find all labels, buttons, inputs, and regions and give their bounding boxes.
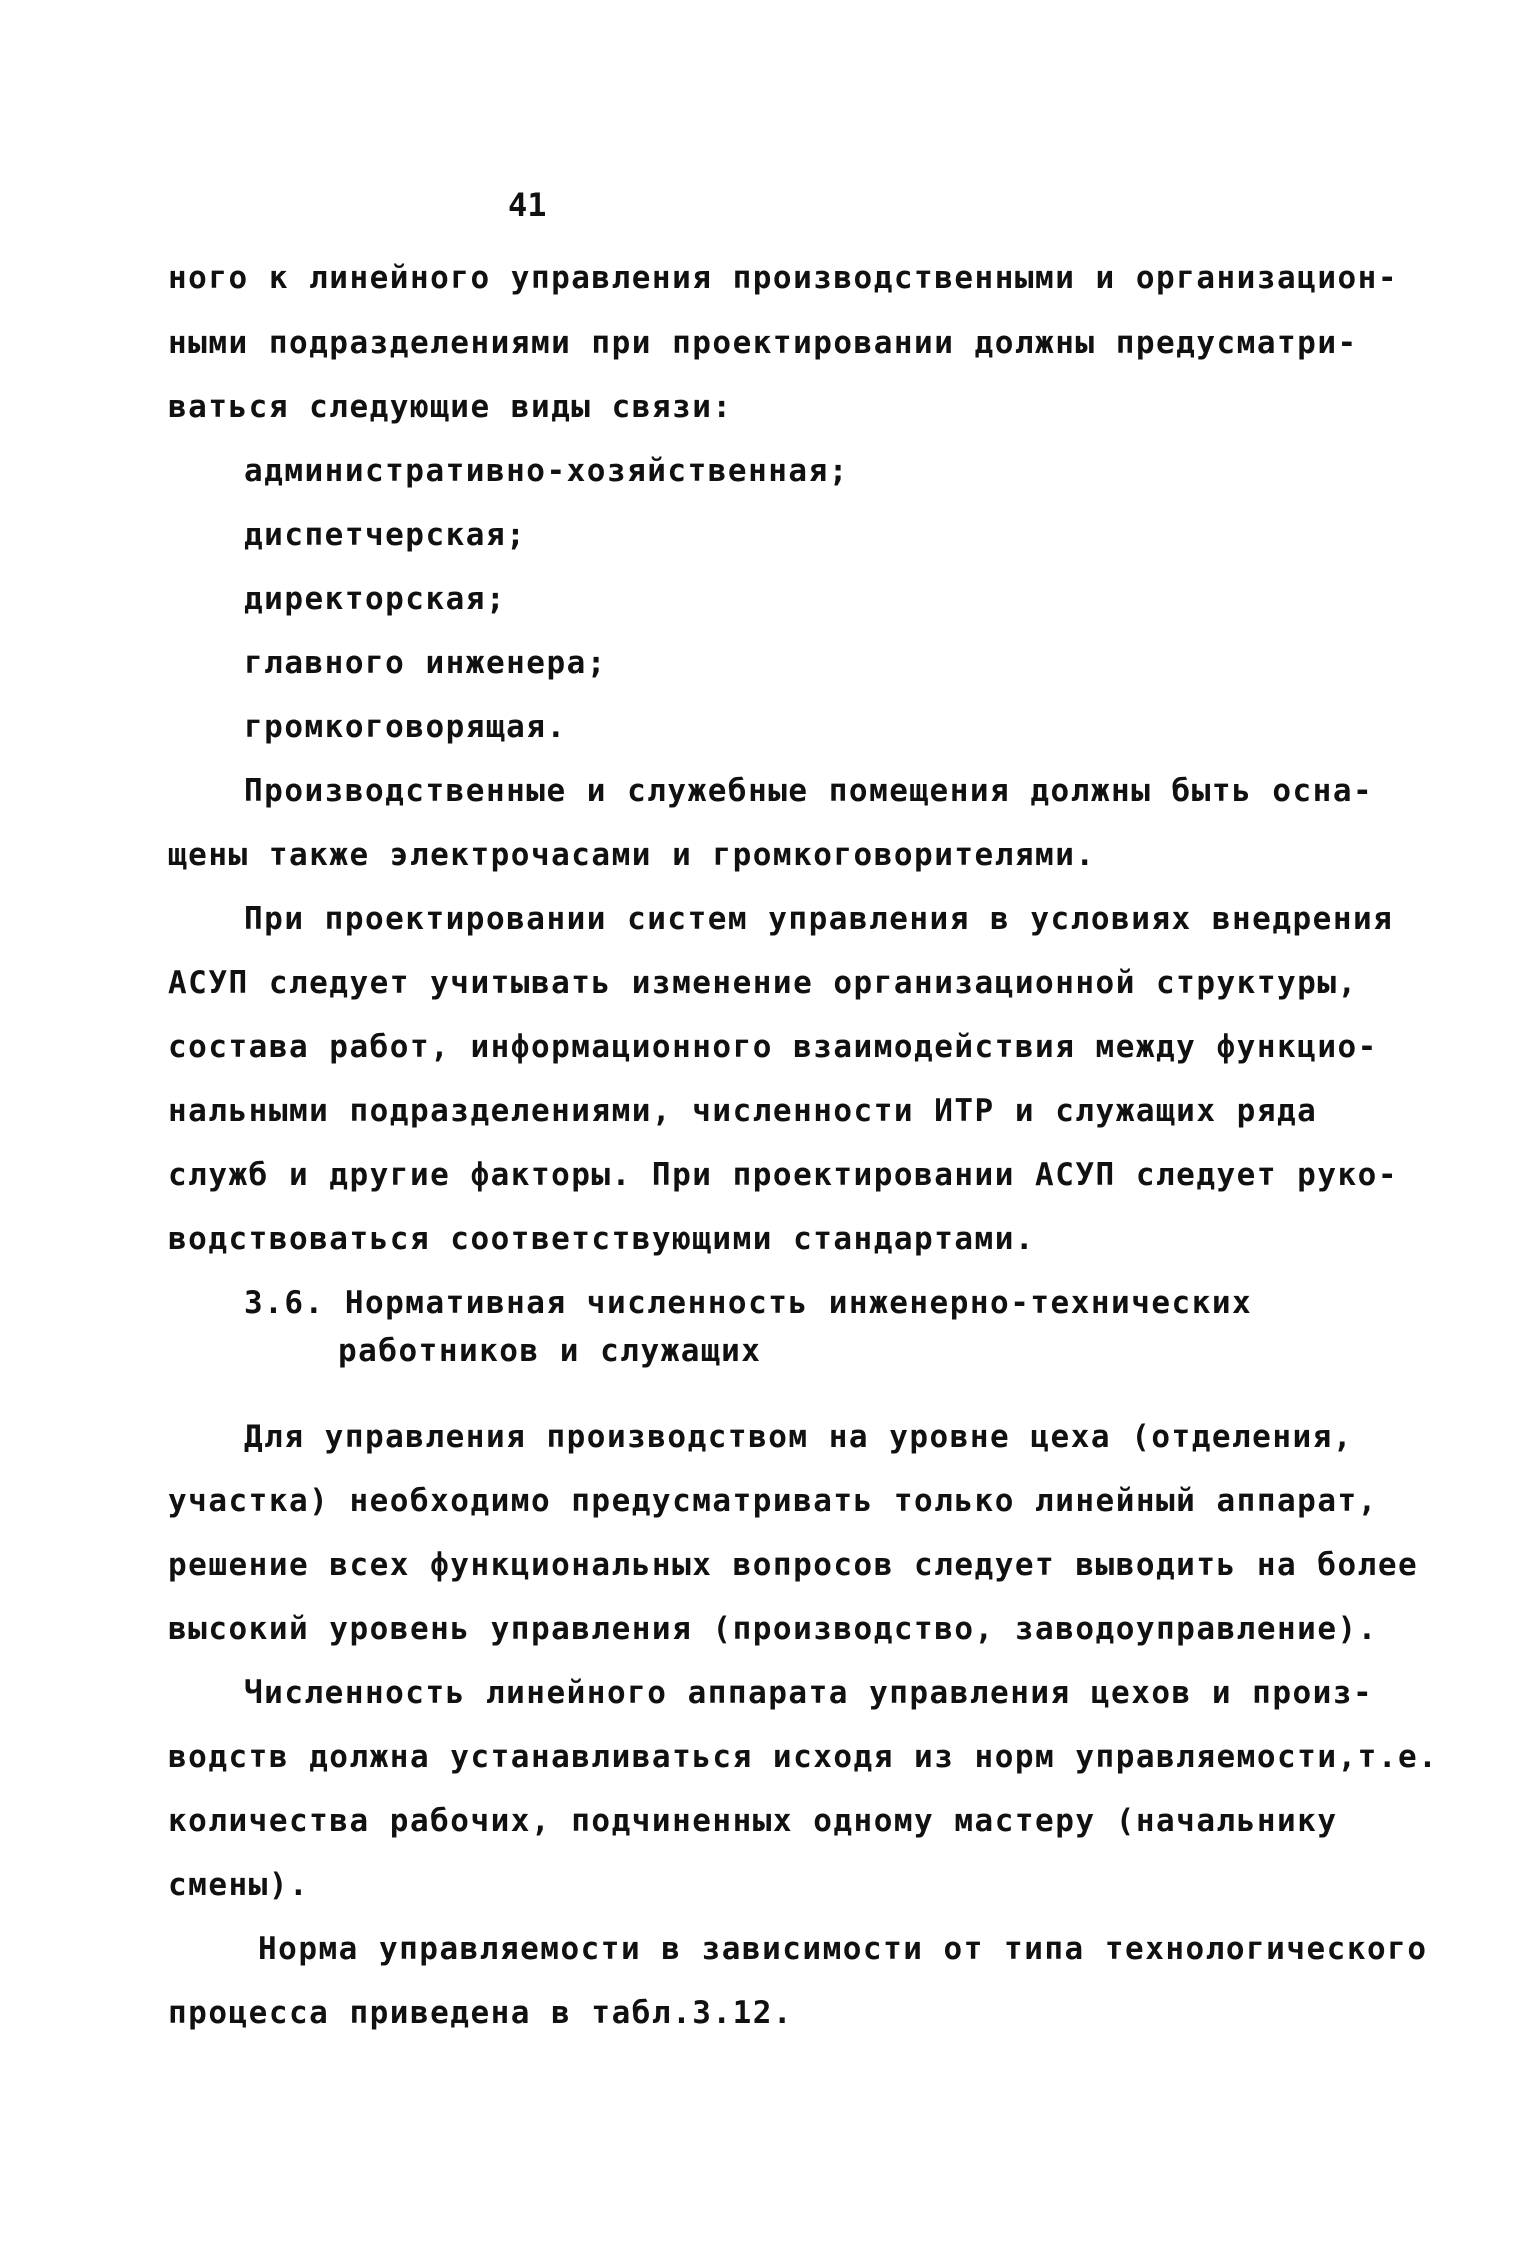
text-line: водствоваться соответствующими стандартами. <box>168 1221 1036 1257</box>
list-item: административно-хозяйственная; <box>244 453 849 489</box>
list-item: диспетчерская; <box>244 517 527 553</box>
text-line: нальными подразделениями, численности ИТР и служащих ряда <box>168 1093 1318 1129</box>
list-item: громкоговорящая. <box>244 709 567 745</box>
text-line: процесса приведена в табл.3.12. <box>168 1995 794 2031</box>
text-line: АСУП следует учитывать изменение организационной структуры, <box>168 965 1358 1001</box>
text-line: ными подразделениями при проектировании должны предусматри- <box>168 325 1358 361</box>
text-line: Норма управляемости в зависимости от типа технологического <box>258 1931 1428 1967</box>
text-line: состава работ, информационного взаимодействия между функцио- <box>168 1029 1378 1065</box>
text-line: Численность линейного аппарата управления цехов и произ- <box>244 1675 1374 1711</box>
text-line: щены также электрочасами и громкоговорителями. <box>168 837 1096 873</box>
text-line: участка) необходимо предусматривать только линейный аппарат, <box>168 1483 1378 1519</box>
page-number: 41 <box>508 186 547 224</box>
text-line: водств должна устанавливаться исходя из норм управляемости,т.е. <box>168 1739 1439 1775</box>
text-line: При проектировании систем управления в условиях внедрения <box>244 901 1394 937</box>
list-item: главного инженера; <box>244 645 607 681</box>
text-line: Производственные и служебные помещения должны быть осна- <box>244 773 1374 809</box>
text-line: ваться следующие виды связи: <box>168 389 733 425</box>
text-line: высокий уровень управления (производство, заводоуправление). <box>168 1611 1378 1647</box>
text-line: смены). <box>168 1867 310 1903</box>
text-line: количества рабочих, подчиненных одному мастеру (начальнику <box>168 1803 1338 1839</box>
section-heading: работников и служащих <box>338 1333 762 1369</box>
text-line: служб и другие факторы. При проектировании АСУП следует руко- <box>168 1157 1398 1193</box>
text-line: ного к линейного управления производственными и организацион- <box>168 260 1398 296</box>
list-item: директорская; <box>244 581 507 617</box>
text-line: Для управления производством на уровне цеха (отделения, <box>244 1419 1353 1455</box>
text-line: решение всех функциональных вопросов следует выводить на более <box>168 1547 1419 1583</box>
section-heading: 3.6. Нормативная численность инженерно-технических <box>244 1285 1253 1321</box>
